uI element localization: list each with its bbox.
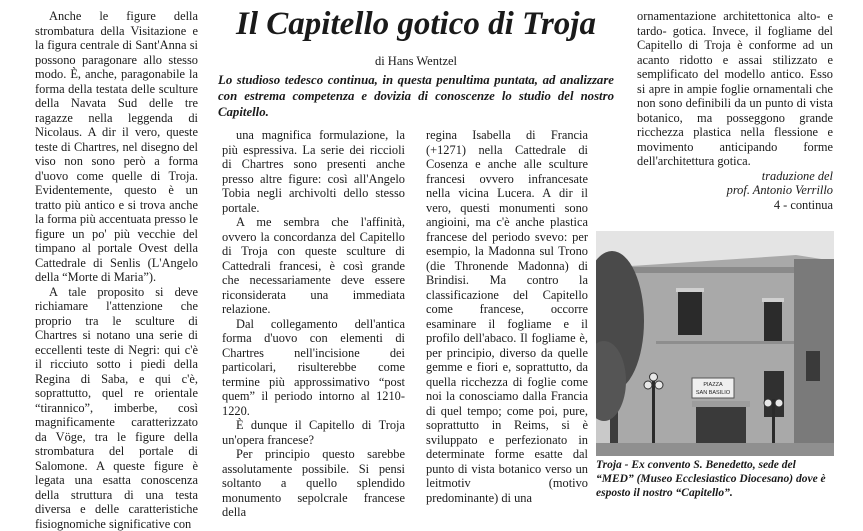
paragraph: Anche le figure della strombatura della Visitazione e la figura centrale di Sant'Anna si possono paragonare allo stesso modo. È, anche, paragonabile la forma della testata delle sculture della Navata Sud delle tre ragazze nella leggenda di Nicolaus. A dir il vero, queste teste di Chartres, nel disegno del viso non sono però a forma d'uovo come quelle di Troja. Evidentemente, questo è un tratto più antico e si trova anche la forma più accentuata presso le figure un po' più vecchie del timpano al portale Ovest della Cattedrale di Senlis (L'Angelo della “Morte di Maria”). [35, 9, 198, 285]
paragraph: Per principio questo sarebbe assolutamente possibile. Si pensi soltanto a quello splendido monumento sepolcrale francese della [222, 447, 405, 520]
paragraph: A tale proposito si deve richiamare l'attenzione che proprio tra le sculture di Chartres si notano una serie di eccellenti teste di Negri: qui c'è il ricciuto sotto i piedi della Regina di Saba, e qui c'è, soprattutto, quel re orientale “tirannico”, imberbe, così magnificamente caratterizzato da Vöge, tra le figure della strombatura del portale di Salomone. A queste figure è legata una esatta conoscenza della struttura di una testa diversa e delle caratteristiche fisiognomiche significative con [35, 285, 198, 531]
article-lede: Lo studioso tedesco continua, in questa penultima puntata, ad analizzare con estrema competenza e dovizia di conoscenze lo studio del nostro Capitello. [218, 72, 614, 120]
text-column-1 [35, 9, 198, 531]
article-headline: Il Capitello gotico di Troja [216, 4, 616, 44]
street-plaque-text-2: SAN BASILIO [696, 390, 731, 396]
text-column-2 [222, 128, 405, 520]
paragraph: È dunque il Capitello di Troja un'opera francese? [222, 418, 405, 447]
text-column-3 [426, 128, 588, 505]
paragraph: A me sembra che l'affinità, ovvero la concordanza del Capitello di Troja con queste sculture di Cattedrali francesi, è così grande che necessariamente deve essere riconsiderata una immediata relazione. [222, 215, 405, 317]
paragraph: una magnifica formulazione, la più espressiva. La serie dei riccioli di Chartres sono presenti anche presso altre figure: così all'Angelo Tobia negli archivolti dello stesso portale. [222, 128, 405, 215]
paragraph: Dal collegamento dell'antica forma d'uovo con elementi di Chartres nell'incisione dei particolari, risulterebbe come termine più approssimativo “post quem” il periodo intorno al 1210-1220. [222, 317, 405, 419]
text-column-4 [637, 9, 833, 212]
paragraph: regina Isabella di Francia (+1271) nella Cattedrale di Cosenza e anche alle sculture francesi ovvero infrancesate nella vicina Lucera. A dir il vero, questi monumenti sono angioini, ma c'è anche plastica francese del periodo svevo: per esempio, la Madonna sul Trono (die Thronende Madonna) di Brindisi. Ma contro la classificazione del Capitello come francese, occorre esaminare il fogliame e il profilo dell'abaco. Il fogliame è, per principio, diverso da quelle gemme e fiori e, soprattutto, da quella ricchezza di foglie come noi la conosciamo dalla Francia di quel tempo; come poi, pure, soprattutto in Reims, si è sviluppato e perfezionato in determinate forme esatte dal punto di vista botanico verso un leitmotiv (motivo predominante) di una [426, 128, 588, 505]
article-byline: di Hans Wentzel [216, 54, 616, 69]
translator-credit-name: prof. Antonio Verrillo [637, 183, 833, 198]
photo-caption: Troja - Ex convento S. Benedetto, sede del “MED” (Museo Ecclesiastico Diocesano) dove è esposto il nostro “Capitello”. [596, 458, 836, 500]
translator-credit-label: traduzione del [637, 169, 833, 184]
building-photo [596, 231, 834, 456]
street-plaque-text-1: PIAZZA [703, 382, 723, 388]
paragraph: ornamentazione architettonica alto- e tardo- gotica. Invece, il fogliame del Capitello di Troja è conforme ad un acanto ridotto e assai stilizzato e semplificato del modello antico. Esso si apre in ampie foglie ornamentali che non sono definibili da un punto di vista botanico, ma posseggono grande ricchezza plastica nella flessione e movimento anticipando forme dell'architettura gotica. [637, 9, 833, 169]
photo-illustration [596, 231, 834, 456]
continuation-note: 4 - continua [637, 198, 833, 213]
